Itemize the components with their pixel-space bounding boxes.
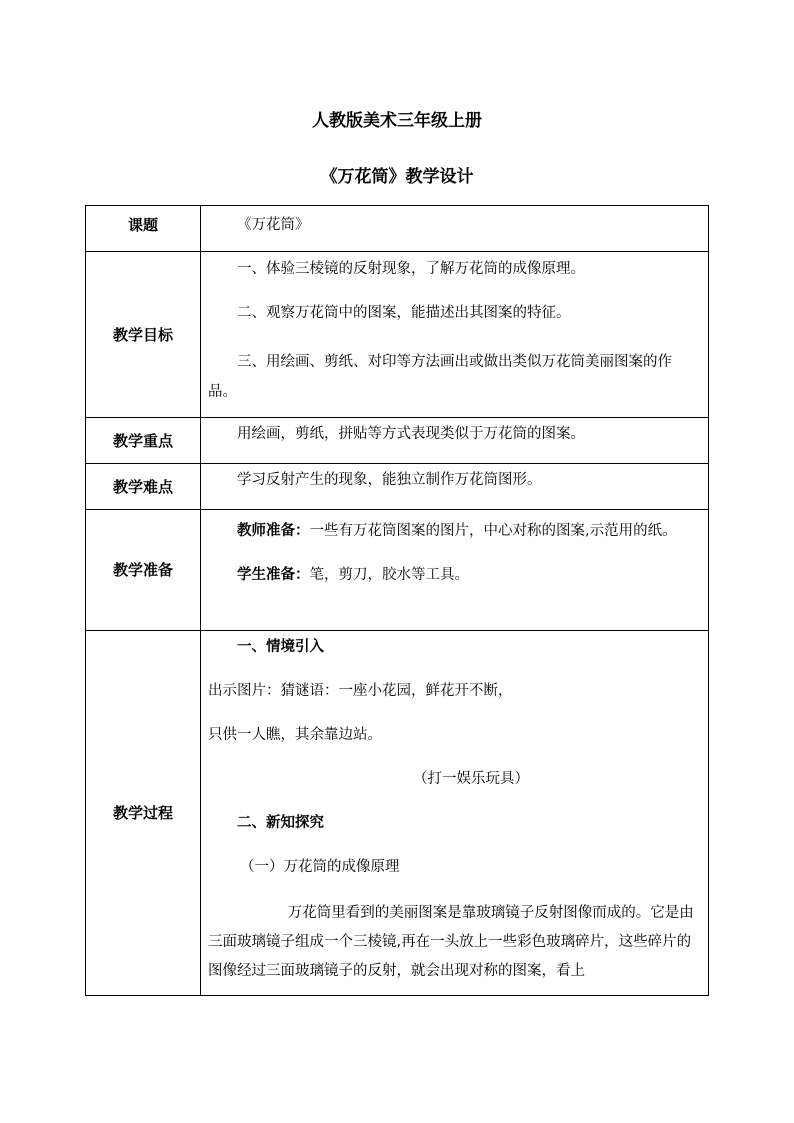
row-label-difficulties: 教学难点 xyxy=(86,464,201,510)
table-row-key-points xyxy=(86,418,709,464)
objectives-content xyxy=(201,252,709,418)
row-label-process: 教学过程 xyxy=(86,631,201,996)
process-text: 出示图片：猜谜语：一座小花园，鲜花开不断， xyxy=(208,683,513,699)
objective-item: 三、用绘画、剪纸、对印等方法画出或做出类似万花筒美丽图案的作品。 xyxy=(208,354,672,400)
table-row-preparation xyxy=(86,510,709,631)
objective-item: 二、观察万花筒中的图案，能描述出其图案的特征。 xyxy=(237,305,571,321)
lesson-plan-table xyxy=(85,205,709,996)
row-label-objectives: 教学目标 xyxy=(86,252,201,418)
process-content xyxy=(201,631,709,996)
process-text: 只供一人瞧，其余靠边站。 xyxy=(208,727,382,743)
table-row-process xyxy=(86,631,709,996)
document-subtitle: 《万花筒》教学设计 xyxy=(320,167,474,187)
section-heading: 二、新知探究 xyxy=(237,815,324,831)
process-paragraph: 万花筒里看到的美丽图案是靠玻璃镜子反射图像而成的。它是由三面玻璃镜子组成一个三棱镜,再在一头放上一些彩色玻璃碎片，这些碎片的图像经过三面玻璃镜子的反射，就会出现对称的图案，看上 xyxy=(208,905,694,979)
row-label-preparation: 教学准备 xyxy=(86,510,201,631)
table-row-topic xyxy=(86,206,709,252)
difficulties-value: 学习反射产生的现象，能独立制作万花筒图形。 xyxy=(201,464,709,510)
topic-value: 《万花筒》 xyxy=(201,206,709,252)
subsection-heading: （一）万花筒的成像原理 xyxy=(240,859,400,875)
teacher-preparation: 教师准备：一些有万花筒图案的图片，中心对称的图案,示范用的纸。 xyxy=(237,523,677,539)
table-row-objectives xyxy=(86,252,709,418)
preparation-content xyxy=(201,510,709,631)
riddle-answer-hint: （打一娱乐玩具） xyxy=(413,771,529,787)
document-title: 人教版美术三年级上册 xyxy=(312,111,482,131)
row-label-topic: 课题 xyxy=(86,206,201,252)
key-points-value: 用绘画，剪纸，拼贴等方式表现类似于万花筒的图案。 xyxy=(201,418,709,464)
row-label-key-points: 教学重点 xyxy=(86,418,201,464)
section-heading: 一、情境引入 xyxy=(237,639,324,655)
student-preparation: 学生准备：笔，剪刀，胶水等工具。 xyxy=(237,567,469,583)
table-row-difficulties xyxy=(86,464,709,510)
objective-item: 一、体验三棱镜的反射现象，了解万花筒的成像原理。 xyxy=(237,261,585,277)
